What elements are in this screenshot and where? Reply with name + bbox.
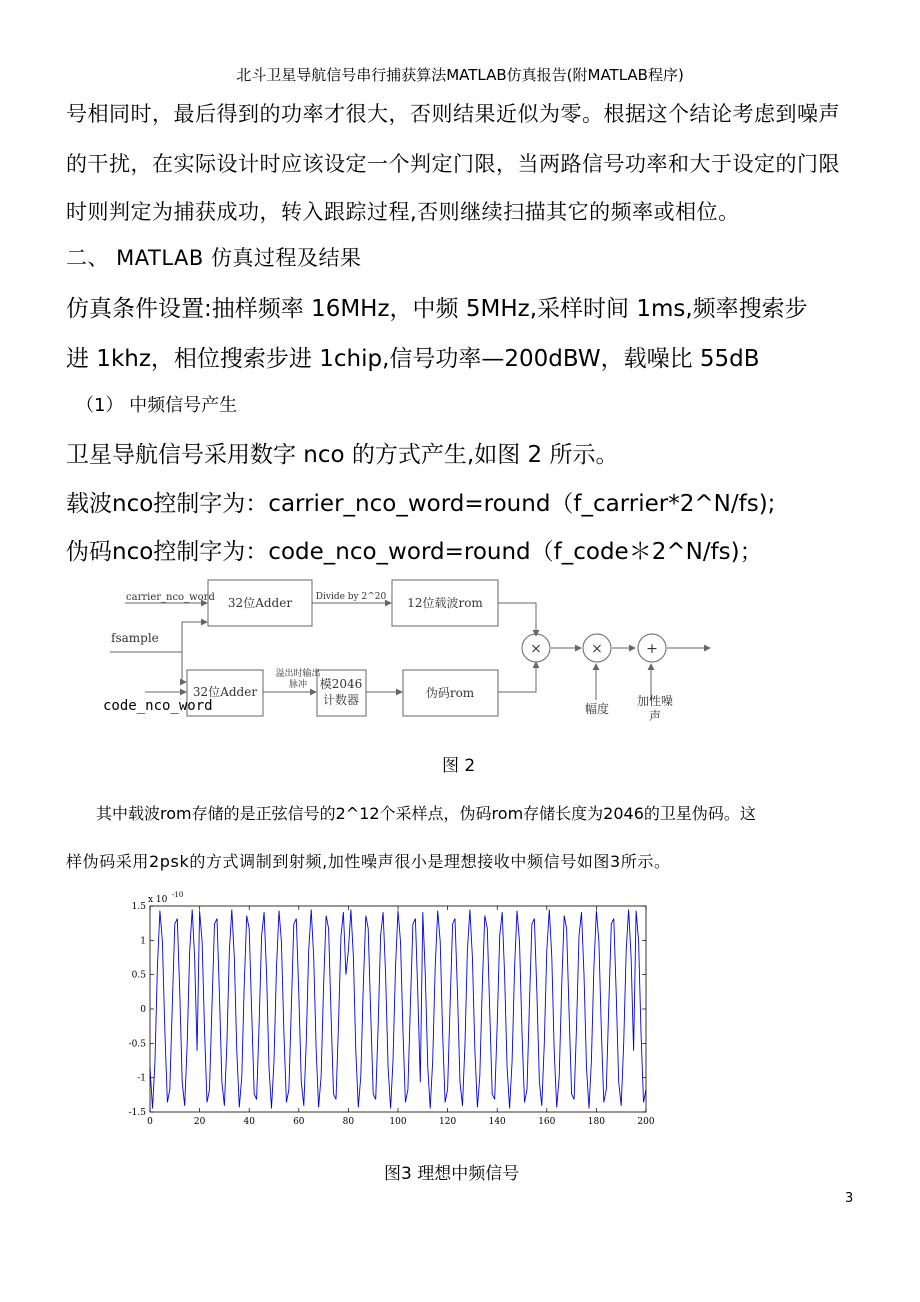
divide-label: Divide by 2^20 [315,592,387,602]
exponent-label: x 10 [148,895,168,905]
amplitude-label: 幅度 [584,702,610,716]
page-header: 北斗卫星导航信号串行捕获算法MATLAB仿真报告(附MATLAB程序) [236,66,684,84]
conditions-line: 仿真条件设置:抽样频率 16MHz，中频 5MHz,采样时间 1ms,频率搜索步 [66,296,808,322]
input-carrier-label: carrier_nco_word [126,592,215,603]
figure-3-caption: 图3 理想中频信号 [384,1164,520,1184]
x-tick-label: 0 [147,1117,153,1127]
adder-2-label: 32位Adder [192,685,258,699]
body-line: 样伪码采用2psk的方式调制到射频,加性噪声很小是理想接收中频信号如图3所示。 [66,852,671,871]
x-tick-label: 40 [243,1117,255,1127]
x-tick-label: 120 [439,1117,457,1127]
x-tick-label: 20 [193,1117,206,1127]
x-tick-label: 140 [488,1117,506,1127]
noise-label: 加性噪 [636,694,674,708]
code-nco-formula: 伪码nco控制字为：code_nco_word=round（f_code＊2^N/fs)； [66,539,763,565]
x-tick-label: 160 [538,1117,556,1127]
figure-2-caption: 图 2 [442,756,476,776]
y-tick-label: 1 [140,936,146,947]
body-line: 其中载波rom存储的是正弦信号的2^12个采样点，伪码rom存储长度为2046的卫星伪码。这 [96,804,756,823]
ideal-if-signal-chart [110,890,680,1130]
overflow-label: 脉冲 [288,680,308,690]
x-tick-label: 60 [293,1117,305,1127]
x-tick-label: 180 [587,1117,605,1127]
code-rom-label: 伪码rom [425,686,475,700]
conditions-line: 进 1khz，相位搜索步进 1chip,信号功率—200dBW，载噪比 55dB [66,346,760,372]
exponent-power: -10 [172,891,184,899]
y-tick-label: -1.5 [128,1108,146,1118]
y-tick-label: -1 [137,1073,146,1084]
y-tick-label: 1.5 [131,902,146,912]
body-line: 的干扰，在实际设计时应该设定一个判定门限，当两路信号功率和大于设定的门限 [66,152,840,176]
adder-1-label: 32位Adder [227,596,293,610]
nco-intro: 卫星导航信号采用数字 nco 的方式产生,如图 2 所示。 [66,442,619,468]
carrier-nco-formula: 载波nco控制字为：carrier_nco_word=round（f_carrier*2^N/fs); [66,491,776,517]
signal-series-line [150,910,646,1109]
counter-label: 计数器 [322,693,360,707]
y-tick-label: 0.5 [131,970,146,981]
page-number: 3 [845,1191,854,1206]
carrier-rom-label: 12位载波rom [407,596,483,610]
section-heading: 二、 MATLAB 仿真过程及结果 [66,246,362,270]
input-code-label: code_nco_word [103,698,213,714]
multiply-symbol: × [591,641,603,657]
x-tick-label: 80 [342,1117,355,1127]
overflow-label: 溢出时输出 [275,669,321,679]
plus-symbol: + [646,641,658,657]
subheading: （1） 中频信号产生 [76,395,238,416]
counter-label: 模2046 [319,677,363,691]
noise-label: 声 [648,709,662,723]
body-line: 时则判定为捕获成功，转入跟踪过程,否则继续扫描其它的频率或相位。 [66,200,740,224]
multiply-symbol: × [530,641,542,657]
x-tick-label: 100 [389,1117,407,1127]
x-tick-label: 200 [637,1117,655,1127]
y-tick-label: -0.5 [128,1039,146,1050]
y-tick-label: 0 [140,1005,146,1015]
input-fsample-label: fsample [111,631,159,645]
nco-block-diagram [0,570,920,740]
body-line: 号相同时，最后得到的功率才很大，否则结果近似为零。根据这个结论考虑到噪声 [66,102,840,126]
